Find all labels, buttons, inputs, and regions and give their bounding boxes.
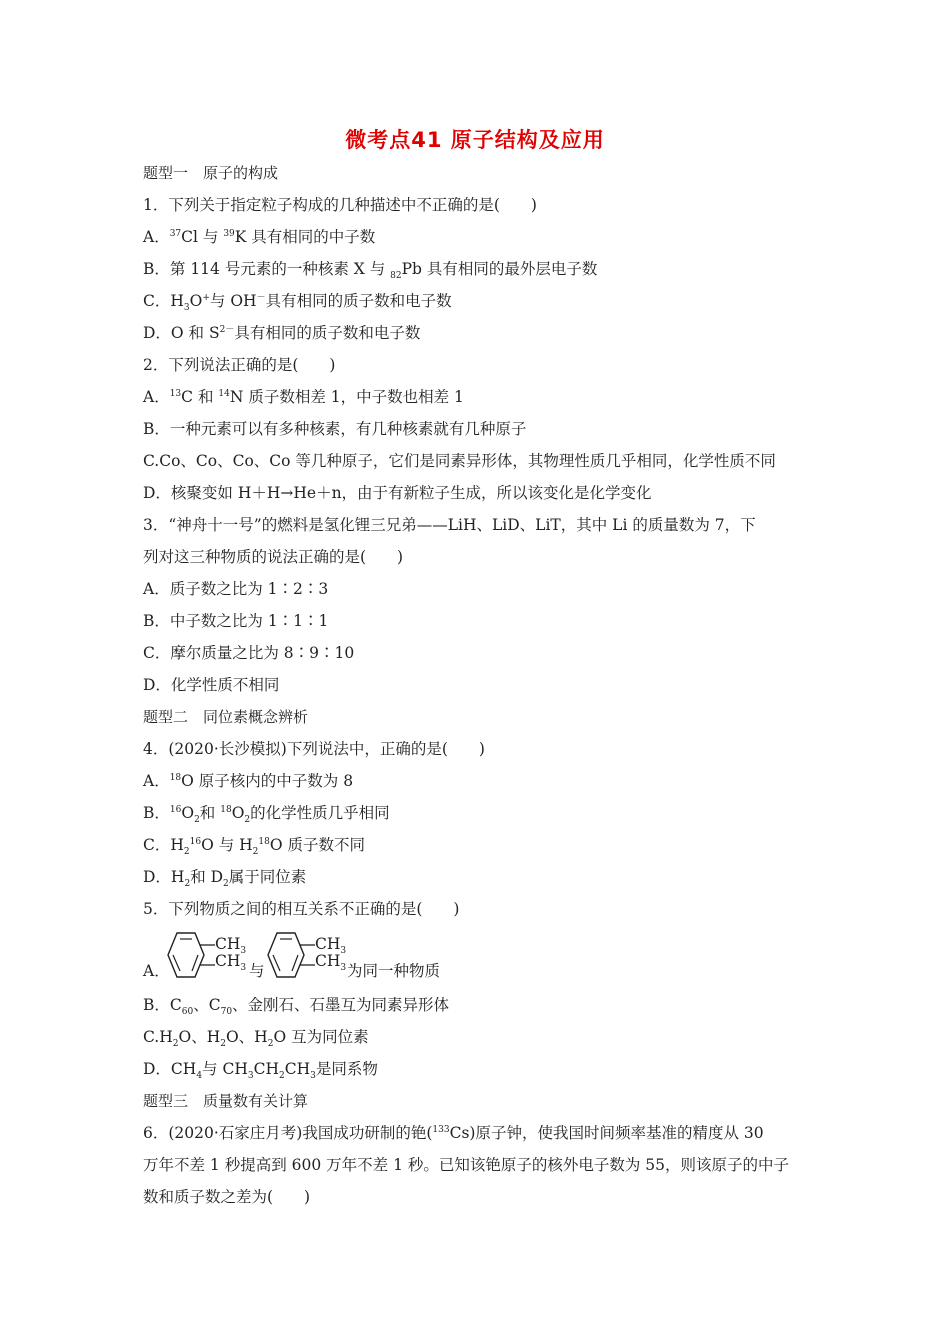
question-6-stem-line-2: 万年不差 1 秒提高到 600 万年不差 1 秒。已知该铯原子的核外电子数为 55，则该原子的中子	[143, 1156, 790, 1174]
ortho-xylene-structure-2	[263, 928, 323, 984]
question-1-stem: 1．下列关于指定粒子构成的几种描述中不正确的是( )	[143, 196, 537, 214]
question-3-option-c: C．摩尔质量之比为 8∶9∶10	[143, 644, 355, 662]
question-5-option-a	[143, 928, 823, 984]
question-4-stem: 4．(2020·长沙模拟)下列说法中，正确的是( )	[143, 740, 485, 758]
question-1-option-a: A．$^{37}$Cl 与 $^{39}$K 具有相同的中子数	[143, 228, 376, 246]
question-3-stem-line-2: 列对这三种物质的说法正确的是( )	[143, 548, 404, 566]
section-heading-3: 题型三 质量数有关计算	[143, 1092, 309, 1110]
section-heading-2: 题型二 同位素概念辨析	[143, 708, 309, 726]
question-3-option-a: A．质子数之比为 1∶2∶3	[143, 580, 329, 598]
ortho-xylene-structure-1	[163, 928, 223, 984]
question-4-option-c: C．$H_2^{16}O$ 与 $H_2^{18}O$ 质子数不同	[143, 836, 365, 858]
question-2-stem: 2．下列说法正确的是( )	[143, 356, 336, 374]
question-3-option-b: B．中子数之比为 1∶1∶1	[143, 612, 329, 630]
question-5-stem: 5．下列物质之间的相互关系不正确的是( )	[143, 900, 460, 918]
section-heading-1: 题型一 原子的构成	[143, 164, 279, 182]
question-5-option-a-label: A．	[143, 962, 170, 980]
question-5-option-b: B．$C_{60}$、$C_{70}$、金刚石、石墨互为同素异形体	[143, 996, 450, 1018]
question-4-option-d: D．$H_2$和 $D_2$属于同位素	[143, 868, 307, 890]
question-2-option-a: A．$^{13}$C 和 $^{14}$N 质子数相差 1，中子数也相差 1	[143, 388, 464, 406]
question-5-option-a-tail: 为同一种物质	[347, 962, 441, 980]
question-1-option-b: B．第 114 号元素的一种核素 X 与 $_{82}$Pb 具有相同的最外层电子数	[143, 260, 598, 282]
question-2-option-d: D．核聚变如 H＋H→He＋n，由于有新粒子生成，所以该变化是化学变化	[143, 484, 652, 502]
page-title: 微考点41 原子结构及应用	[345, 128, 605, 152]
question-3-option-d: D．化学性质不相同	[143, 676, 280, 694]
question-4-option-a: A．$^{18}$O 原子核内的中子数为 8	[143, 772, 354, 790]
methyl-group-label: $CH_3$	[215, 952, 247, 974]
question-2-option-c: C.Co、Co、Co、Co 等几种原子，它们是同素异形体，其物理性质几乎相同，化学性质不同	[143, 452, 776, 470]
question-2-option-b: B．一种元素可以有多种核素，有几种核素就有几种原子	[143, 420, 527, 438]
question-5-option-a-connector: 与	[249, 962, 265, 980]
question-1-option-d: D．O 和 $S^{2-}$具有相同的质子数和电子数	[143, 324, 421, 342]
question-3-stem-line-1: 3．“神舟十一号”的燃料是氢化锂三兄弟——LiH、LiD、LiT，其中 Li 的质量数为 7，下	[143, 516, 756, 534]
question-1-option-c: C．$H_3O^+$与 OH－具有相同的质子数和电子数	[143, 292, 452, 314]
question-4-option-b: B．$^{16}O_2$和 $^{18}O_2$的化学性质几乎相同	[143, 804, 390, 826]
methyl-group-label: $CH_3$	[215, 935, 247, 957]
question-6-stem-line-1: 6．(2020·石家庄月考)我国成功研制的铯($^{133}$Cs)原子钟，使我国时间频率基准的精度从 30	[143, 1124, 764, 1142]
methyl-group-label: $CH_3$	[315, 952, 347, 974]
methyl-group-label: $CH_3$	[315, 935, 347, 957]
question-6-stem-line-3: 数和质子数之差为( )	[143, 1188, 311, 1206]
question-5-option-d: D．$CH_4$与 $CH_3CH_2CH_3$是同系物	[143, 1060, 378, 1082]
question-5-option-c: $C.H_2O$、$H_2O$、$H_2O$ 互为同位素	[143, 1028, 369, 1050]
